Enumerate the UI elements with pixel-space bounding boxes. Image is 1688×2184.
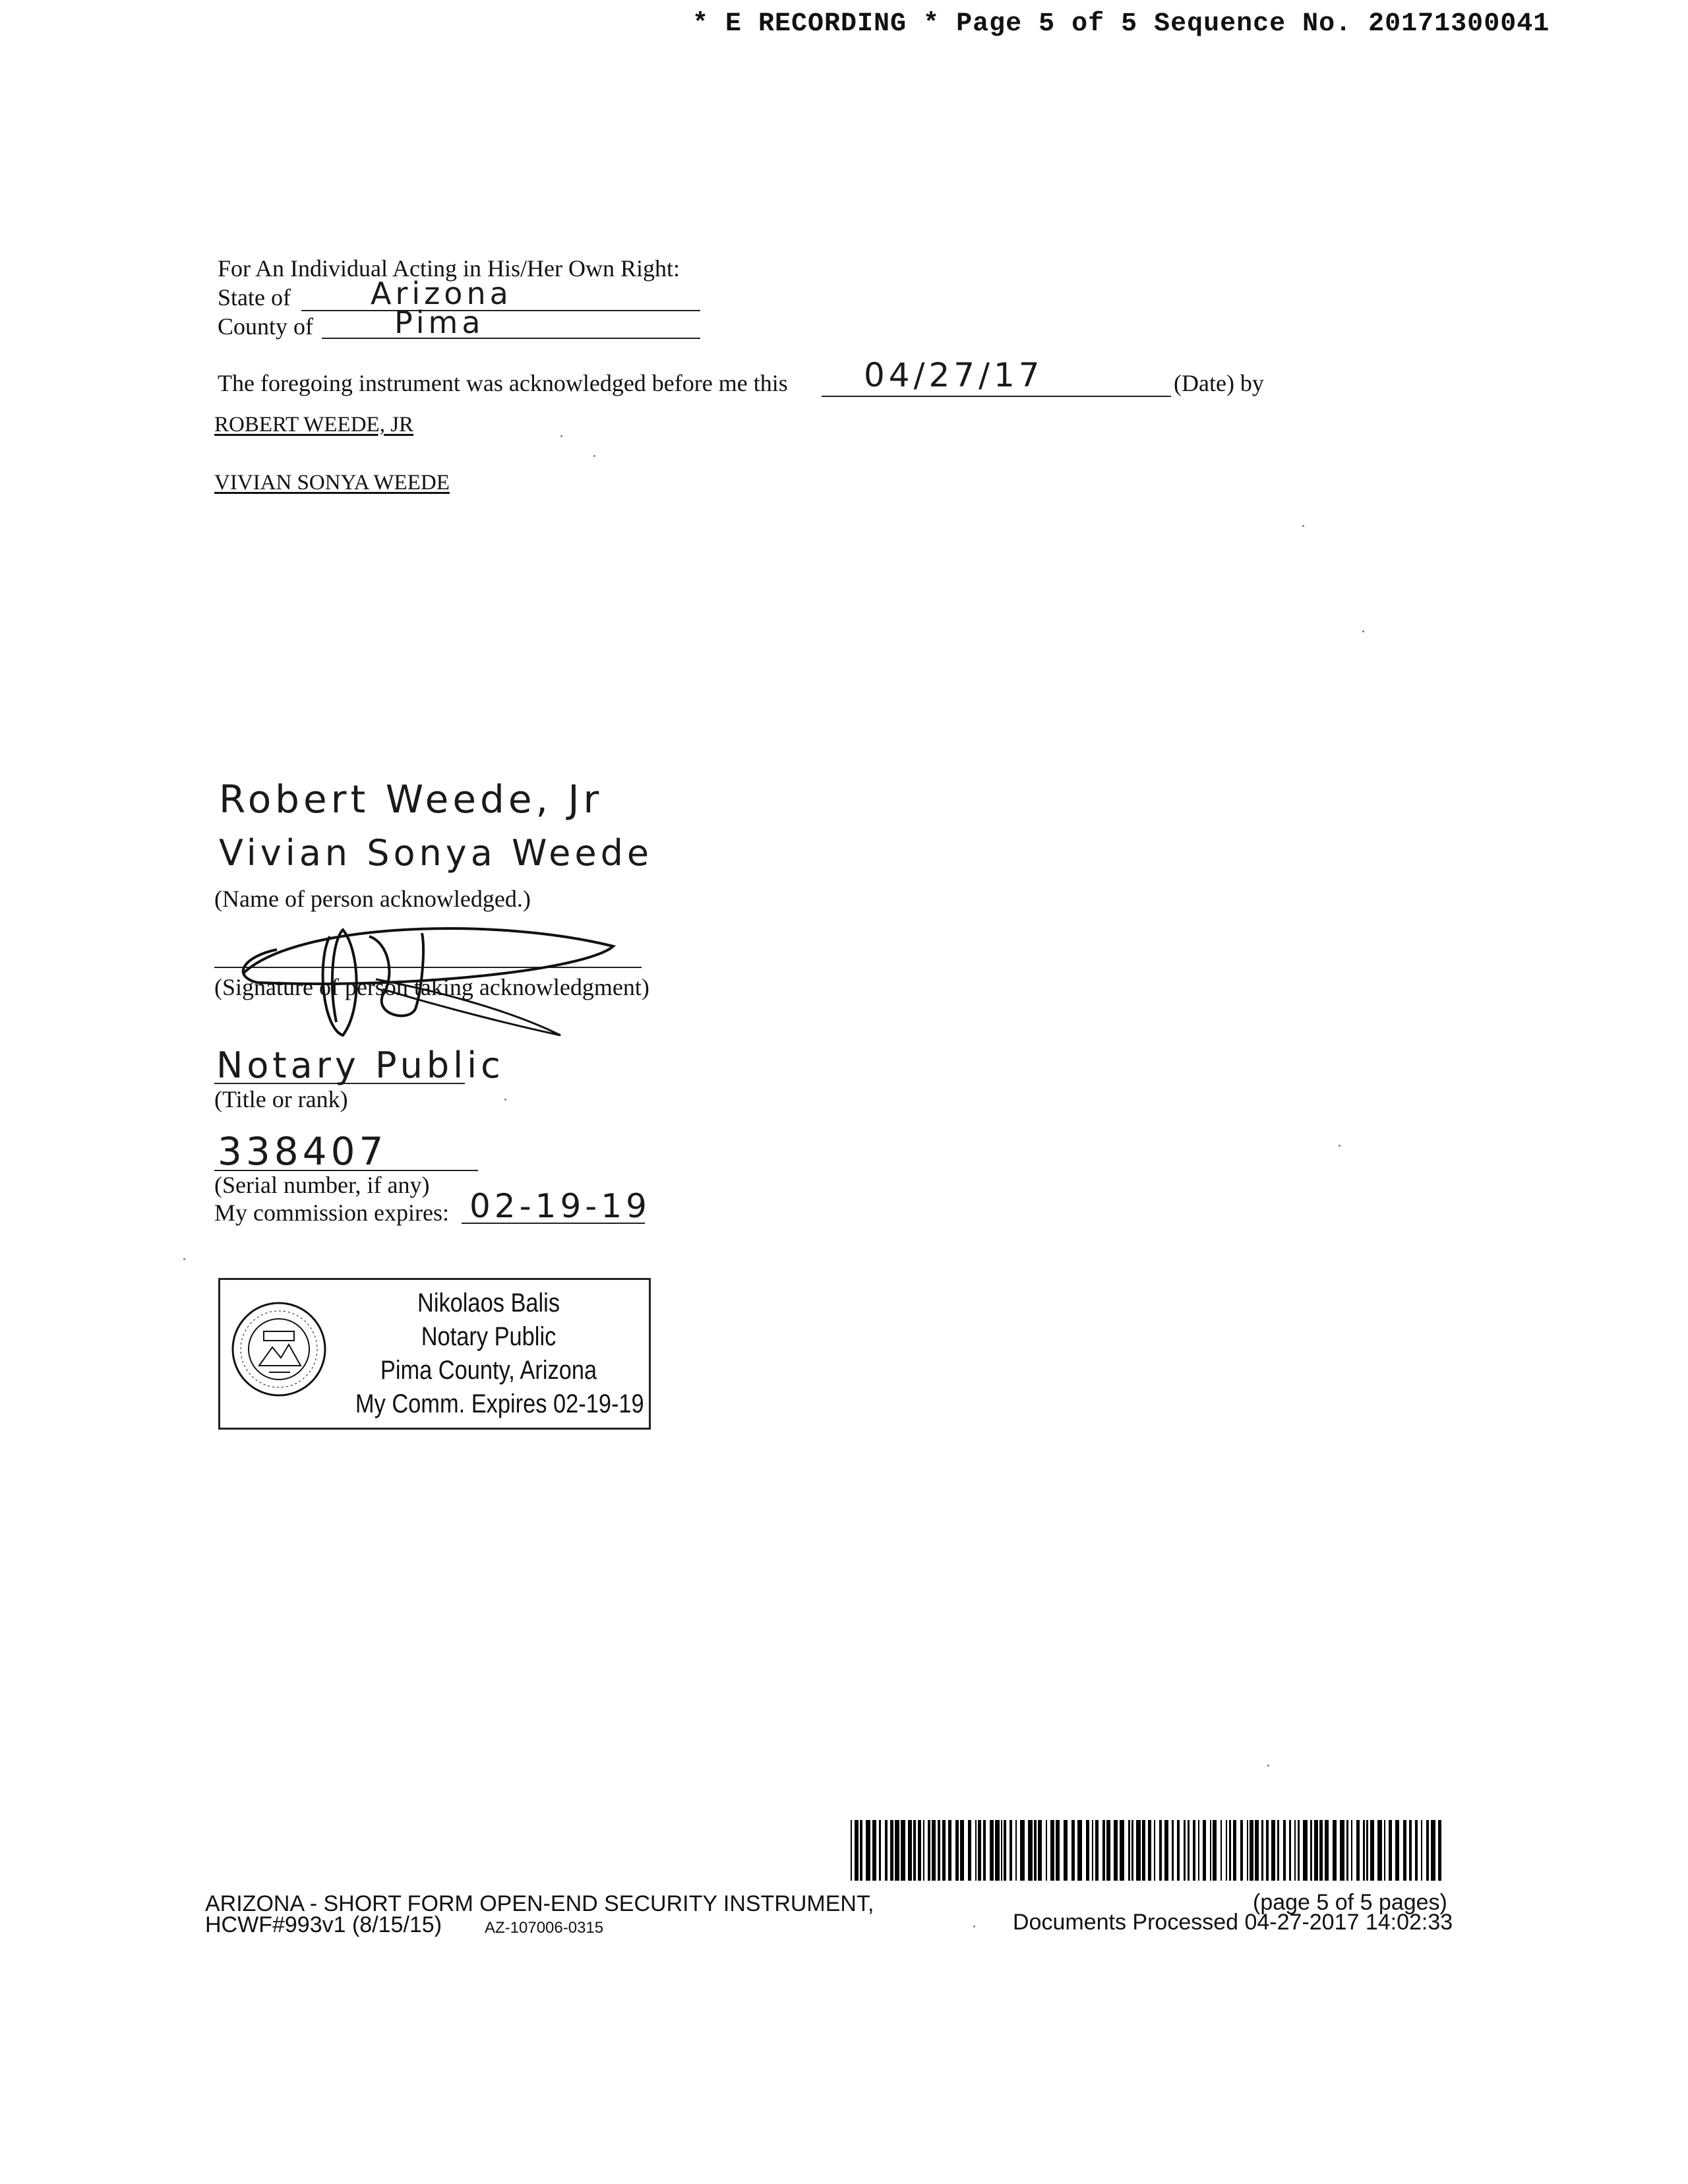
scan-speck [504, 1099, 506, 1101]
barcode-bar [1159, 1820, 1162, 1881]
barcode-bar [1188, 1820, 1190, 1881]
barcode-bar [948, 1820, 951, 1881]
barcode-bar [1250, 1820, 1253, 1881]
barcode-bar [913, 1820, 916, 1881]
notary-stamp [218, 1278, 651, 1430]
title-caption: (Title or rank) [214, 1086, 348, 1112]
barcode-bar [1064, 1820, 1068, 1881]
barcode-bar [1415, 1820, 1418, 1881]
barcode-bar [1409, 1820, 1412, 1881]
barcode-bar [1154, 1820, 1155, 1881]
barcode-bar [1004, 1820, 1006, 1881]
barcode-bar [1377, 1820, 1382, 1881]
barcode-bar [1294, 1820, 1296, 1881]
barcode-bar [1184, 1820, 1186, 1881]
barcode-bar [1319, 1820, 1323, 1881]
commission-label: My commission expires: [214, 1199, 449, 1226]
barcode-bar [1261, 1820, 1263, 1881]
barcode-bar [1095, 1820, 1099, 1881]
barcode-bar [1356, 1820, 1360, 1881]
date-handwritten: 04/27/17 [864, 356, 1044, 394]
barcode-bar [978, 1820, 981, 1881]
signature-caption: (Signature of person taking acknowledgment) [214, 974, 649, 1000]
barcode-bar [1172, 1820, 1174, 1881]
barcode-bar [1226, 1820, 1227, 1881]
barcode-bar [1034, 1820, 1037, 1881]
barcode-bar [1164, 1820, 1168, 1881]
barcode-bar [1102, 1820, 1105, 1881]
barcode-bar [908, 1820, 912, 1881]
barcode-bar [1020, 1820, 1025, 1881]
barcode-bar [938, 1820, 940, 1881]
barcode-bar [901, 1820, 905, 1881]
form-title: ARIZONA - SHORT FORM OPEN-END SECURITY INSTRUMENT, [205, 1891, 874, 1916]
title-handwritten: Notary Public [216, 1045, 504, 1086]
scan-speck [1362, 630, 1364, 632]
barcode-bar [918, 1820, 921, 1881]
barcode-bar [885, 1820, 888, 1881]
barcode-bar [932, 1820, 936, 1881]
state-label: State of [218, 284, 291, 311]
barcode-bar [1289, 1820, 1291, 1881]
barcode-bar [1177, 1820, 1180, 1881]
barcode-bar [1210, 1820, 1211, 1881]
barcode-bar [1363, 1820, 1365, 1881]
barcode-bar [1325, 1820, 1329, 1881]
barcode-bar [1283, 1820, 1286, 1881]
barcode-bar [1221, 1820, 1222, 1881]
barcode [851, 1820, 1444, 1881]
barcode-bar [1038, 1820, 1042, 1881]
barcode-bar [1050, 1820, 1054, 1881]
commission-handwritten: 02-19-19 [469, 1187, 651, 1225]
barcode-bar [1370, 1820, 1374, 1881]
barcode-bar [1438, 1820, 1441, 1881]
barcode-bar [1314, 1820, 1318, 1881]
barcode-bar [855, 1820, 859, 1881]
barcode-bar [1128, 1820, 1130, 1881]
barcode-bar [1240, 1820, 1243, 1881]
barcode-bar [1203, 1820, 1206, 1881]
barcode-bar [983, 1820, 986, 1881]
barcode-bar [1071, 1820, 1075, 1881]
state-handwritten: Arizona [371, 276, 512, 311]
page-info: (page 5 of 5 pages) [1253, 1890, 1447, 1915]
barcode-bar [1247, 1820, 1248, 1881]
barcode-bar [942, 1820, 946, 1881]
barcode-bar [975, 1820, 977, 1881]
stamp-line-expires: My Comm. Expires 02-19-19 [355, 1389, 644, 1418]
form-code: HCWF#993v1 (8/15/15) [205, 1912, 442, 1937]
handwritten-name-2: Vivian Sonya Weede [219, 832, 653, 874]
stamp-line-name: Nikolaos Balis [417, 1289, 560, 1318]
barcode-bar [1120, 1820, 1124, 1881]
barcode-bar [995, 1820, 1000, 1881]
ack-heading: For An Individual Acting in His/Her Own Right: [218, 255, 680, 282]
barcode-bar [968, 1820, 971, 1881]
barcode-bar [1198, 1820, 1199, 1881]
name-caption: (Name of person acknowledged.) [214, 886, 531, 912]
barcode-bar [1028, 1820, 1033, 1881]
barcode-bar [1131, 1820, 1133, 1881]
ack-statement: The foregoing instrument was acknowledged before me this [218, 370, 788, 396]
barcode-bar [1366, 1820, 1368, 1881]
barcode-bar [1421, 1820, 1422, 1881]
serial-handwritten: 338407 [218, 1129, 388, 1174]
barcode-bar [1015, 1820, 1017, 1881]
barcode-bar [1395, 1820, 1399, 1881]
barcode-bar [1193, 1820, 1195, 1881]
barcode-bar [1046, 1820, 1047, 1881]
barcode-bar [1142, 1820, 1145, 1881]
barcode-bar [1277, 1820, 1279, 1881]
barcode-bar [872, 1820, 876, 1881]
barcode-bar [879, 1820, 881, 1881]
barcode-bar [1148, 1820, 1151, 1881]
barcode-bar [1010, 1820, 1012, 1881]
processed-timestamp: Documents Processed 04-27-2017 14:02:33 [1013, 1910, 1453, 1935]
barcode-bar [895, 1820, 899, 1881]
scan-speck [973, 1926, 975, 1927]
barcode-bar [1389, 1820, 1392, 1881]
barcode-bar [1266, 1820, 1269, 1881]
barcode-bar [1213, 1820, 1217, 1881]
stamp-line-county: Pima County, Arizona [380, 1356, 597, 1385]
stamp-line-title: Notary Public [421, 1322, 557, 1351]
barcode-bar [851, 1820, 852, 1881]
barcode-bar [923, 1820, 924, 1881]
form-id: AZ-107006-0315 [485, 1919, 604, 1937]
barcode-bar [1431, 1820, 1435, 1881]
barcode-bar [890, 1820, 893, 1881]
scan-speck [1267, 1765, 1269, 1767]
serial-caption: (Serial number, if any) [214, 1172, 430, 1198]
party-name-2: VIVIAN SONYA WEEDE [214, 471, 450, 495]
date-line [822, 396, 1171, 397]
barcode-bar [1092, 1820, 1093, 1881]
barcode-bar [955, 1820, 959, 1881]
barcode-bar [1229, 1820, 1231, 1881]
barcode-bar [1346, 1820, 1348, 1881]
barcode-bar [1403, 1820, 1406, 1881]
arizona-seal-icon [229, 1300, 328, 1399]
barcode-bar [1333, 1820, 1337, 1881]
barcode-bar [860, 1820, 862, 1881]
recording-header: * E RECORDING * Page 5 of 5 Sequence No. 20171300041 [692, 9, 1550, 39]
barcode-bar [1255, 1820, 1259, 1881]
barcode-bar [990, 1820, 994, 1881]
barcode-bar [1136, 1820, 1141, 1881]
barcode-bar [1298, 1820, 1300, 1881]
barcode-bar [960, 1820, 964, 1881]
scan-speck [1339, 1145, 1341, 1147]
barcode-bar [1310, 1820, 1312, 1881]
scan-speck [1302, 525, 1304, 527]
date-suffix: (Date) by [1174, 370, 1264, 396]
barcode-bar [1303, 1820, 1308, 1881]
scan-speck [560, 435, 562, 437]
scan-speck [183, 1258, 185, 1260]
scan-speck [593, 455, 595, 457]
handwritten-name-1: Robert Weede, Jr [219, 777, 603, 822]
barcode-bar [1351, 1820, 1352, 1881]
barcode-bar [1340, 1820, 1344, 1881]
barcode-bar [1233, 1820, 1236, 1881]
county-label: County of [218, 313, 314, 340]
barcode-bar [1056, 1820, 1060, 1881]
barcode-bar [1077, 1820, 1082, 1881]
barcode-bar [1001, 1820, 1002, 1881]
barcode-bar [1114, 1820, 1118, 1881]
county-handwritten: Pima [394, 305, 485, 340]
barcode-bar [1086, 1820, 1089, 1881]
barcode-bar [866, 1820, 870, 1881]
barcode-bar [1106, 1820, 1110, 1881]
barcode-bar [928, 1820, 930, 1881]
barcode-bar [1271, 1820, 1275, 1881]
county-line [322, 338, 700, 339]
party-name-1: ROBERT WEEDE, JR [214, 413, 414, 437]
barcode-bar [1426, 1820, 1429, 1881]
barcode-bar [1384, 1820, 1385, 1881]
